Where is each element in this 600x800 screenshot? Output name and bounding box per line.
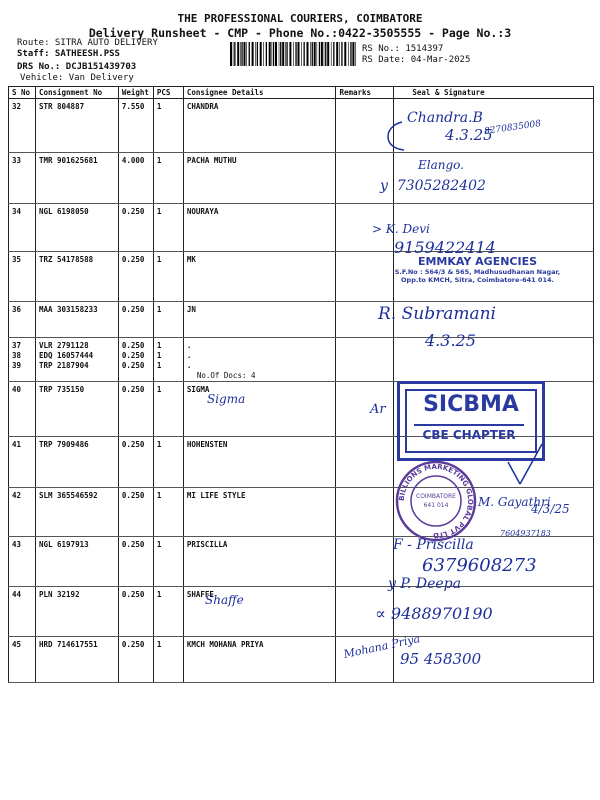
handwritten-sign-34: > K. Devi: [372, 222, 430, 236]
row-weight: 0.250: [118, 204, 153, 252]
row-weight: 0.250: [118, 587, 153, 637]
row-pcs: 1: [153, 637, 183, 683]
col-weight: Weight: [118, 87, 153, 99]
table-row: [9, 637, 594, 683]
company-name: THE PROFESSIONAL COURIERS, COIMBATORE: [177, 12, 423, 25]
emmkay-agencies-stamp: EMMKAY AGENCIES S.F.No : 564/3 & 565, Madhusudhanan Nagar, Opp.to KMCH, Sitra, Coimbatore-641 014.: [394, 255, 561, 284]
row-consignee: SHAFFE: [183, 587, 336, 637]
sign-stroke-icon: [490, 440, 550, 500]
col-consignee: Consignee Details: [183, 87, 336, 99]
table-row: [9, 302, 594, 338]
row-consignee: PACHA MUTHU: [183, 153, 336, 204]
handwritten-sign-40: Sigma: [207, 392, 246, 406]
row-consignment: SLM 365546592: [35, 488, 118, 537]
row-weight: 0.250: [118, 437, 153, 488]
row-sno: 33: [9, 153, 36, 204]
row-consignment: MAA 303158233: [35, 302, 118, 338]
col-pcs: PCS: [153, 87, 183, 99]
row-remarks: [336, 537, 394, 587]
drs-number: [17, 62, 136, 72]
col-sign: Seal & Signature: [394, 87, 594, 99]
handwritten-sign-44: Shaffe: [205, 593, 244, 607]
row-sno-group: 37 38 39: [9, 338, 36, 382]
row-weight: 0.250: [118, 302, 153, 338]
row-remarks: [336, 338, 394, 382]
rs-number: RS No.: 1514397: [362, 44, 444, 54]
row-sno: 41: [9, 437, 36, 488]
row-pcs-group: 1 1 1: [153, 338, 183, 382]
staff-label: Staff: SATHEESH.PSS: [17, 49, 120, 59]
table-row: [9, 204, 594, 252]
row-remarks: [336, 437, 394, 488]
handwritten-phone-33: y 7305282402: [380, 178, 486, 194]
row-consignee-group: . . . No.Of Docs: 4: [183, 338, 336, 382]
row-consignment: NGL 6198050: [35, 204, 118, 252]
row-pcs: 1: [153, 587, 183, 637]
handwritten-phone-42: 7604937183: [500, 529, 551, 538]
row-consignment: TRP 735150: [35, 382, 118, 437]
row-weight: 4.000: [118, 153, 153, 204]
row-weight: 0.250: [118, 637, 153, 683]
handwritten-phone-34: 9159422414: [394, 238, 496, 257]
row-consignment: TRP 7909486: [35, 437, 118, 488]
handwritten-date-42: 4/3/25: [531, 502, 570, 516]
handwritten-mark-40: Ar: [370, 402, 386, 417]
drs-label: DRS No.:: [17, 62, 61, 72]
handwritten-phone-32: 8270835008: [483, 119, 542, 137]
col-consignment: Consignment No: [35, 87, 118, 99]
table-header-row: [9, 87, 594, 99]
row-sno: 45: [9, 637, 36, 683]
col-remarks: Remarks: [336, 87, 394, 99]
row-sno: 43: [9, 537, 36, 587]
row-pcs: 1: [153, 99, 183, 153]
handwritten-sign-36: R. Subramani: [378, 304, 496, 324]
row-consignee: CHANDRA: [183, 99, 336, 153]
handwritten-sign-33: Elango.: [418, 158, 464, 172]
row-consignee: MK: [183, 252, 336, 302]
row-pcs: 1: [153, 488, 183, 537]
row-consignee: HOHENSTEN: [183, 437, 336, 488]
handwritten-name-44: y P. Deepa: [388, 576, 461, 592]
row-consignee: SIGMA: [183, 382, 336, 437]
row-consignment: STR 804887: [35, 99, 118, 153]
vehicle-label: Vehicle: Van Delivery: [20, 73, 134, 83]
route-label: Route: SITRA AUTO DELIVERY: [17, 38, 158, 48]
row-pcs: 1: [153, 153, 183, 204]
row-sno: 34: [9, 204, 36, 252]
row-consignment-group: VLR 2791128 EDQ 16057444 TRP 2187904: [35, 338, 118, 382]
row-consignment: HRD 714617551: [35, 637, 118, 683]
handwritten-sign-42: M. Gayathri: [478, 495, 551, 509]
table-row: [9, 153, 594, 204]
row-sno: 42: [9, 488, 36, 537]
row-weight: 0.250: [118, 537, 153, 587]
row-consignee: MI LIFE STYLE: [183, 488, 336, 537]
handwritten-sign-43: F - Priscilla: [393, 537, 474, 553]
sign-stroke-icon: [380, 118, 410, 154]
handwritten-phone-44: ∝ 9488970190: [375, 604, 493, 623]
row-pcs: 1: [153, 437, 183, 488]
row-consignment: TMR 901625681: [35, 153, 118, 204]
row-weight: 0.250: [118, 382, 153, 437]
row-pcs: 1: [153, 252, 183, 302]
row-weight: 0.250: [118, 252, 153, 302]
row-consignment: PLN 32192: [35, 587, 118, 637]
row-consignee: NOURAYA: [183, 204, 336, 252]
table-row-group: [9, 338, 594, 382]
row-sno: 32: [9, 99, 36, 153]
handwritten-phone-45: 95 458300: [400, 650, 482, 668]
row-weight: 7.550: [118, 99, 153, 153]
row-pcs: 1: [153, 302, 183, 338]
row-remarks: [336, 488, 394, 537]
sicbma-stamp: SICBMA CBE CHAPTER: [397, 381, 545, 461]
row-sno: 44: [9, 587, 36, 637]
row-weight-group: 0.250 0.250 0.250: [118, 338, 153, 382]
row-consignment: TRZ 54178588: [35, 252, 118, 302]
row-consignee: JN: [183, 302, 336, 338]
col-sno: S No: [9, 87, 36, 99]
handwritten-date-36: 4.3.25: [425, 331, 476, 350]
row-sno: 40: [9, 382, 36, 437]
handwritten-sign-45: Mohana Priya: [342, 632, 422, 661]
company-round-stamp: BILLIONS MARKETING GLOBAL PVT LTD COIMBATORE 641 014: [397, 462, 475, 540]
row-sno: 35: [9, 252, 36, 302]
row-pcs: 1: [153, 382, 183, 437]
row-pcs: 1: [153, 537, 183, 587]
handwritten-phone-43: 6379608273: [422, 555, 537, 576]
row-consignee: KMCH MOHANA PRIYA: [183, 637, 336, 683]
drs-value: DCJB151439703: [65, 62, 137, 72]
row-weight: 0.250: [118, 488, 153, 537]
handwritten-date-32: 4.3.25: [445, 126, 493, 144]
no-of-docs: No.Of Docs: 4: [196, 371, 256, 380]
row-sno: 36: [9, 302, 36, 338]
svg-text:BILLIONS MARKETING GLOBAL PVT: BILLIONS MARKETING GLOBAL PVT LTD: [397, 462, 475, 540]
handwritten-sign-32: Chandra.B: [407, 110, 483, 126]
row-sign: [394, 338, 594, 382]
row-consignment: NGL 6197913: [35, 537, 118, 587]
barcode: [230, 42, 358, 66]
runsheet-title: Delivery Runsheet - CMP - Phone No.:0422-3505555 - Page No.:3: [88, 26, 512, 40]
table-row: [9, 587, 594, 637]
rs-date: RS Date: 04-Mar-2025: [362, 55, 471, 65]
row-pcs: 1: [153, 204, 183, 252]
row-consignee: PRISCILLA: [183, 537, 336, 587]
